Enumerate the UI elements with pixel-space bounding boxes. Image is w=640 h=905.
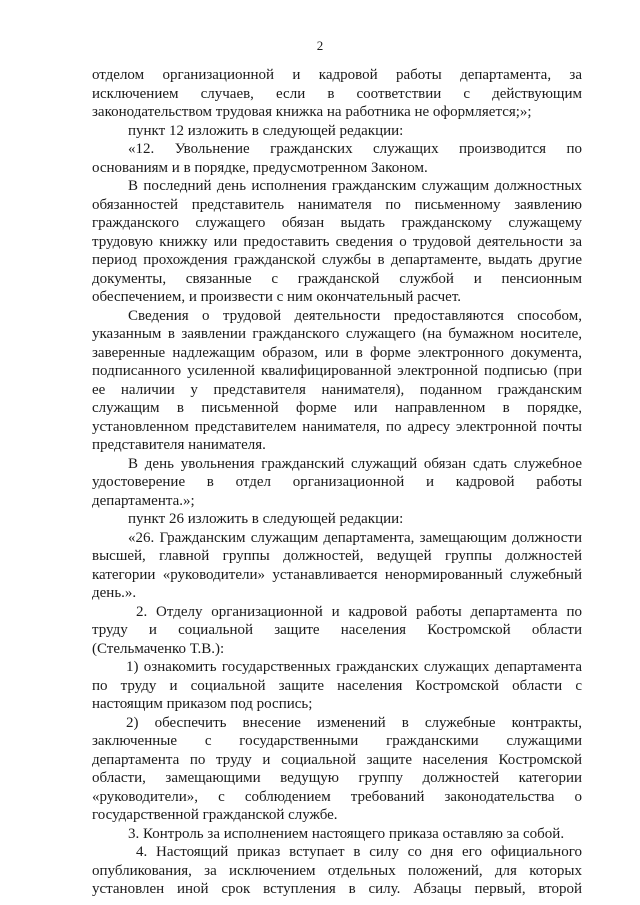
text-line: обязанностей представитель нанимателя по письменному заявлению: [92, 196, 582, 213]
text-line: области, замещающими ведущую группу должностей категории: [92, 770, 582, 786]
text-line: ее наличии у представителя нанимателя), поданном гражданским: [92, 381, 582, 398]
text-line: «руководители», с соблюдением требований законодательства о: [92, 788, 582, 805]
text-line: департамента.»;: [92, 492, 195, 509]
text-line: день.».: [92, 585, 137, 601]
text-line: 4. Настоящий приказ вступает в силу со дня его официального: [136, 844, 582, 860]
text-line: установленном представителем нанимателя, по адресу электронной почты: [92, 418, 582, 435]
text-line: служащим в письменной форме или направленном в порядке,: [92, 400, 582, 416]
text-line: 3. Контроль за исполнением настоящего приказа оставляю за собой.: [128, 825, 565, 842]
text-line: исключением случаев, если в соответствии с действующим: [92, 85, 582, 102]
text-line: указанным в заявлении гражданского служащего (на бумажном носителе,: [92, 326, 582, 342]
text-line: установлен иной срок вступления в силу. Абзацы первый, второй: [92, 881, 582, 897]
text-line: пункт 12 изложить в следующей редакции:: [128, 122, 404, 139]
text-line: отделом организационной и кадровой работы департамента, за: [92, 67, 582, 83]
document-body: [92, 66, 582, 899]
text-line: труду и социальной защите населения Костромской области: [92, 622, 582, 638]
text-line: 2) обеспечить внесение изменений в служебные контракты,: [126, 714, 582, 731]
text-line: В день увольнения гражданский служащий обязан сдать служебное: [128, 455, 582, 472]
text-line: подписанного усиленной квалифицированной электронной подписью (при: [92, 363, 582, 379]
text-line: трудовую книжку или предоставить сведения о трудовой деятельности за: [92, 233, 582, 250]
text-line: заключенные с государственными гражданскими служащими: [92, 733, 582, 749]
text-line: обеспечением, и произвести с ним окончательный расчет.: [92, 289, 462, 305]
text-line: государственной гражданской службе.: [92, 807, 338, 823]
text-line: 1) ознакомить государственных гражданских служащих департамента: [126, 659, 582, 675]
text-line: В последний день исполнения гражданским служащим должностных: [128, 178, 582, 194]
text-line: опубликования, за исключением отдельных положений, для которых: [92, 862, 582, 879]
page-number: 2: [316, 38, 324, 53]
text-line: Сведения о трудовой деятельности предоставляются способом,: [128, 307, 582, 324]
text-line: высшей, главной группы должностей, ведущей группы должностей: [92, 548, 582, 564]
text-line: документы, связанные с гражданской службой и пенсионным: [92, 270, 582, 287]
text-line: департамента по труду и социальной защите населения Костромской: [92, 751, 582, 768]
text-line: настоящим приказом под роспись;: [92, 696, 313, 712]
text-line: удостоверение в отдел организационной и кадровой работы: [92, 474, 582, 490]
text-line: законодательством трудовая книжка на работника не оформляется;»;: [92, 104, 532, 120]
text-line: категории «руководители» устанавливается ненормированный служебный: [92, 566, 582, 583]
text-line: пункт 26 изложить в следующей редакции:: [128, 511, 404, 527]
text-line: 2. Отделу организационной и кадровой работы департамента по: [136, 603, 582, 620]
text-line: период прохождения гражданской службы в департаменте, выдать другие: [92, 252, 582, 268]
text-line: «12. Увольнение гражданских служащих производится по: [128, 141, 582, 157]
text-line: представителя нанимателя.: [92, 437, 266, 453]
text-line: «26. Гражданским служащим департамента, замещающим должности: [128, 529, 582, 546]
text-line: (Стельмаченко Т.В.):: [92, 640, 225, 657]
text-line: основаниям и в порядке, предусмотренном Законом.: [92, 159, 428, 176]
text-line: заверенные надлежащим образом, или в форме электронного документа,: [92, 344, 582, 361]
text-line: по труду и социальной защите населения Костромской области с: [92, 677, 582, 694]
text-line: гражданского служащего обязан выдать гражданскому служащему: [92, 215, 582, 231]
